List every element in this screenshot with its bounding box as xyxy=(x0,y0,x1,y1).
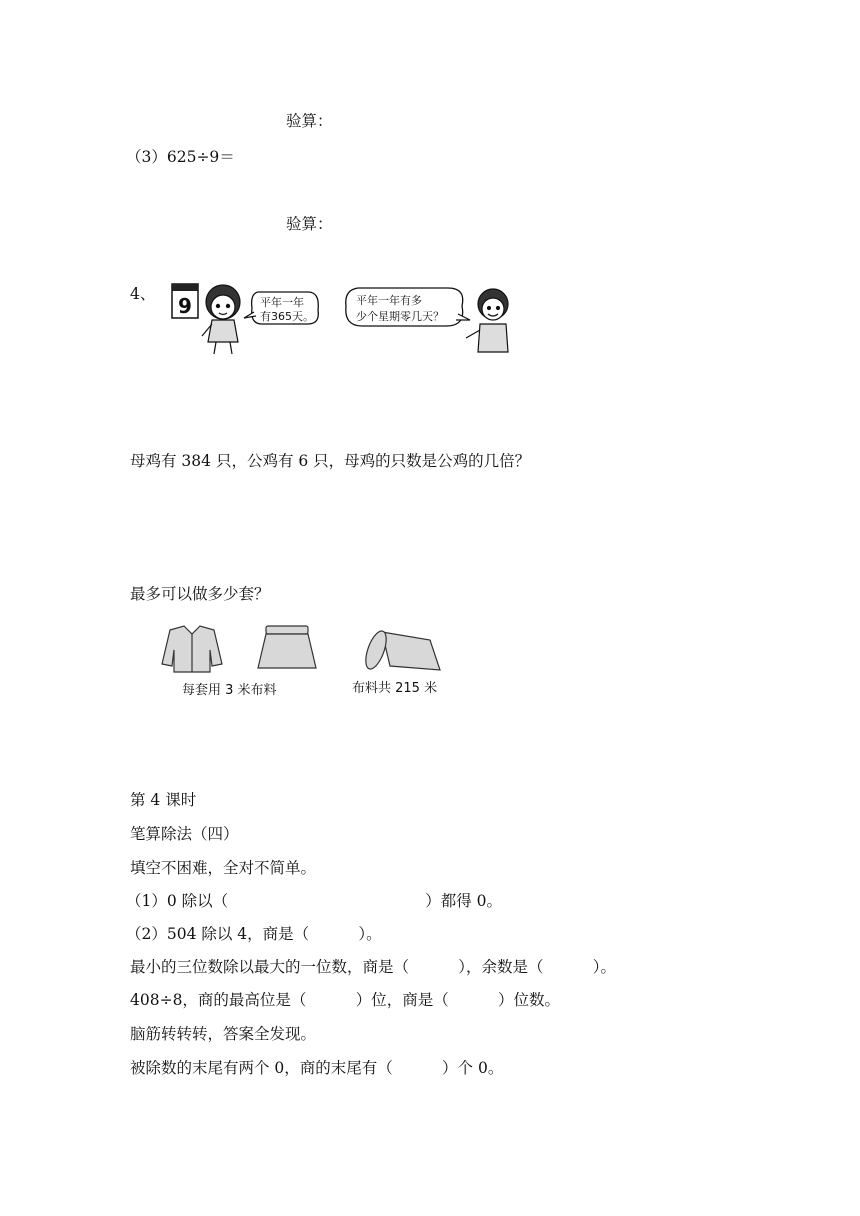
boy-bubble-line-2: 少个星期零几天？ xyxy=(356,310,444,323)
check-label-2: 验算： xyxy=(286,215,333,233)
fill-question-5: 被除数的末尾有两个 0，商的末尾有（ ）个 0。 xyxy=(130,1059,504,1077)
boy-speech-bubble xyxy=(346,288,470,326)
fill-question-3: 最小的三位数除以最大的一位数，商是（ ），余数是（ ）。 xyxy=(130,958,617,976)
cloth-total-caption: 布料共 215 米 xyxy=(352,681,438,696)
fill-intro: 填空不困难，全对不简单。 xyxy=(130,859,317,877)
jacket-icon xyxy=(162,626,222,672)
suits-question: 最多可以做多少套？ xyxy=(130,585,270,603)
boy-figure xyxy=(466,289,508,352)
section-title: 笔算除法（四） xyxy=(130,825,239,843)
skirt-icon xyxy=(258,626,316,668)
question-4-number: 4、 xyxy=(130,285,156,303)
hens-question: 母鸡有 384 只，公鸡有 6 只，母鸡的只数是公鸡的几倍？ xyxy=(130,452,531,470)
calendar-digit: 9 xyxy=(178,294,192,318)
think-intro: 脑筋转转转，答案全发现。 xyxy=(130,1025,317,1043)
fill-question-4: 408÷8，商的最高位是（ ）位，商是（ ）位数。 xyxy=(130,991,560,1009)
calendar-icon xyxy=(172,284,198,318)
girl-bubble-line-1: 平年一年 xyxy=(260,296,304,309)
question-3: （3）625÷9＝ xyxy=(126,148,235,166)
lesson-title: 第 4 课时 xyxy=(130,791,197,809)
cloth-roll-icon xyxy=(362,628,440,671)
girl-figure xyxy=(202,285,240,354)
calendar-conversation-illustration xyxy=(168,280,528,358)
cloth-per-suit-caption: 每套用 3 米布料 xyxy=(182,683,277,698)
boy-bubble-line-1: 平年一年有多 xyxy=(356,294,422,307)
clothing-illustration xyxy=(150,620,455,706)
fill-question-2: （2）504 除以 4，商是（ ）。 xyxy=(126,925,382,943)
fill-question-1: （1）0 除以（ ）都得 0。 xyxy=(126,892,503,910)
girl-bubble-line-2: 有365天。 xyxy=(260,310,314,323)
check-label-1: 验算： xyxy=(286,112,333,130)
girl-speech-bubble xyxy=(244,292,318,324)
